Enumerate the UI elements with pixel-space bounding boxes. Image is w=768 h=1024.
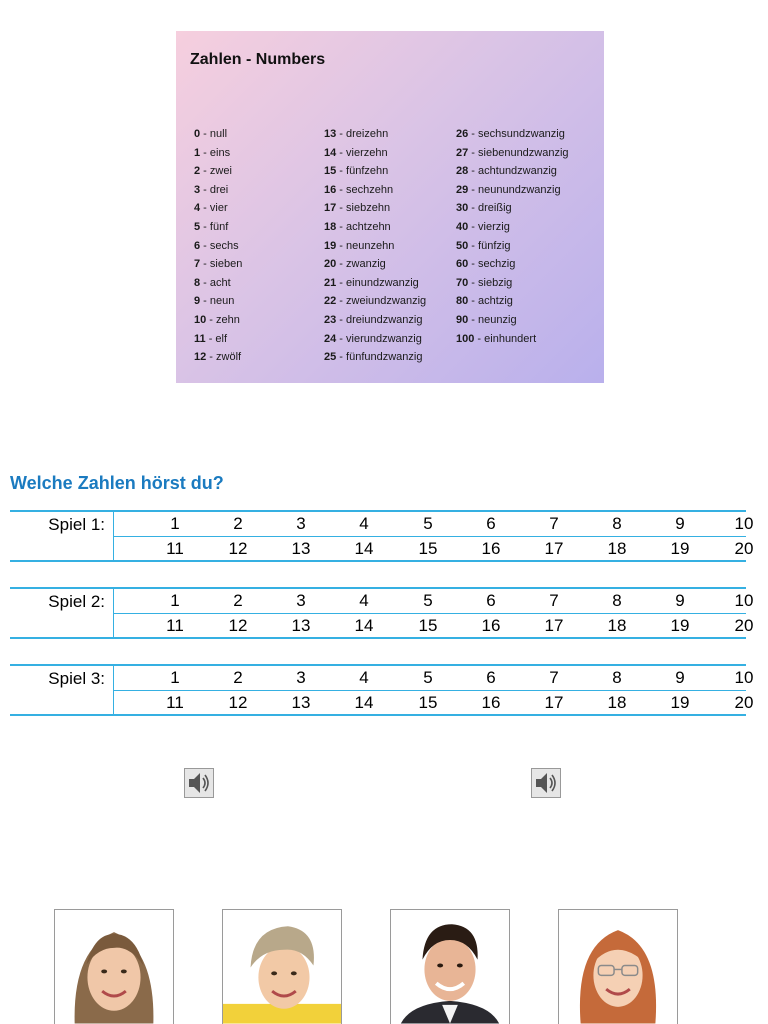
number-word: dreizehn bbox=[346, 128, 389, 140]
number-word: sechzig bbox=[478, 258, 516, 271]
number-word: neun bbox=[209, 295, 235, 308]
number-entry: 100 - einhundert bbox=[456, 332, 537, 345]
game-label: Spiel 2: bbox=[10, 589, 114, 637]
number-entry: 80 - achtzig bbox=[456, 295, 513, 308]
number-option[interactable]: 17 bbox=[544, 539, 564, 558]
number-digit: 25 bbox=[324, 351, 337, 364]
number-option[interactable]: 1 bbox=[170, 591, 180, 610]
number-entry: 23 - dreiundzwanzig bbox=[324, 313, 423, 326]
number-entry: 26 - sechsundzwanzig bbox=[456, 128, 565, 140]
number-option[interactable]: 5 bbox=[423, 514, 433, 533]
number-option[interactable]: 10 bbox=[734, 591, 754, 610]
number-option[interactable]: 6 bbox=[486, 668, 496, 687]
number-digit: 20 bbox=[324, 258, 337, 271]
number-option[interactable]: 3 bbox=[296, 514, 306, 533]
number-digit: 60 bbox=[456, 258, 469, 271]
number-entry: 60 - sechzig bbox=[456, 258, 516, 271]
number-word: dreiundzwanzig bbox=[346, 313, 423, 326]
number-digit: 14 bbox=[324, 146, 337, 159]
number-word: eins bbox=[209, 146, 231, 159]
row-divider bbox=[114, 536, 746, 537]
number-option[interactable]: 17 bbox=[544, 616, 564, 635]
number-option[interactable]: 14 bbox=[354, 539, 374, 558]
boy-portrait bbox=[222, 909, 342, 1024]
number-option[interactable]: 1 bbox=[170, 514, 180, 533]
number-digit: 19 bbox=[324, 239, 337, 252]
number-option[interactable]: 19 bbox=[670, 539, 690, 558]
number-digit: 2 bbox=[194, 165, 201, 178]
game-block bbox=[10, 664, 754, 716]
number-entry: 90 - neunzig bbox=[456, 313, 517, 326]
number-word: dreißig bbox=[478, 202, 512, 215]
number-option[interactable]: 12 bbox=[228, 616, 248, 635]
number-digit: 12 bbox=[194, 351, 207, 364]
number-option[interactable]: 14 bbox=[354, 693, 374, 712]
games-table bbox=[10, 510, 754, 741]
number-entry: 17 - siebzehn bbox=[324, 202, 391, 215]
number-option[interactable]: 16 bbox=[481, 616, 501, 635]
number-digit: 17 bbox=[324, 202, 337, 215]
number-entry: 16 - sechzehn bbox=[324, 183, 394, 196]
number-word: einhundert bbox=[484, 332, 537, 345]
number-entry: 14 - vierzehn bbox=[324, 146, 388, 159]
numbers-column-3 bbox=[456, 125, 569, 348]
number-word: zwanzig bbox=[346, 258, 386, 271]
number-entry: 15 - fünfzehn bbox=[324, 165, 389, 178]
numbers-card bbox=[176, 31, 604, 383]
number-entry: 2 - zwei bbox=[194, 165, 232, 178]
speaker-icon[interactable] bbox=[184, 768, 214, 798]
number-word: fünfzig bbox=[478, 239, 511, 252]
number-digit: 22 bbox=[324, 295, 337, 308]
number-entry: 10 - zehn bbox=[194, 313, 240, 326]
number-option[interactable]: 17 bbox=[544, 693, 564, 712]
number-option[interactable]: 11 bbox=[166, 693, 184, 712]
game-block bbox=[10, 510, 754, 562]
number-option[interactable]: 4 bbox=[359, 668, 369, 687]
number-digit: 7 bbox=[194, 258, 201, 271]
number-word: vierzehn bbox=[346, 146, 388, 159]
number-option[interactable]: 2 bbox=[233, 514, 243, 533]
number-word: einundzwanzig bbox=[346, 276, 419, 289]
number-word: sechs bbox=[209, 239, 239, 252]
number-option[interactable]: 19 bbox=[670, 693, 690, 712]
number-word: sechzehn bbox=[346, 183, 394, 196]
number-digit: 0 bbox=[194, 128, 201, 140]
number-word: elf bbox=[215, 332, 228, 345]
number-entry: 40 - vierzig bbox=[456, 220, 510, 233]
number-option[interactable]: 2 bbox=[233, 668, 243, 687]
numbers-column-1 bbox=[194, 125, 242, 367]
number-entry: 22 - zweiundzwanzig bbox=[324, 295, 427, 308]
number-digit: 24 bbox=[324, 332, 337, 345]
number-option[interactable]: 13 bbox=[291, 693, 311, 712]
number-digit: 18 bbox=[324, 220, 337, 233]
number-digit: 6 bbox=[194, 239, 201, 252]
number-entry: 28 - achtundzwanzig bbox=[456, 165, 557, 178]
number-option[interactable]: 20 bbox=[734, 616, 754, 635]
number-option[interactable]: 18 bbox=[607, 693, 627, 712]
number-option[interactable]: 6 bbox=[486, 591, 496, 610]
number-option[interactable]: 10 bbox=[734, 668, 754, 687]
number-word: acht bbox=[209, 276, 231, 289]
number-entry: 25 - fünfundzwanzig bbox=[324, 351, 423, 364]
number-option[interactable]: 13 bbox=[291, 616, 311, 635]
number-word: fünf bbox=[209, 220, 229, 233]
number-word: siebzig bbox=[478, 276, 513, 289]
number-option[interactable]: 18 bbox=[607, 539, 627, 558]
number-word: sieben bbox=[209, 258, 243, 271]
number-entry: 11 - elf bbox=[194, 332, 228, 345]
number-digit: 23 bbox=[324, 313, 337, 326]
number-option[interactable]: 9 bbox=[675, 514, 685, 533]
number-option[interactable]: 6 bbox=[486, 514, 496, 533]
number-digit: 8 bbox=[194, 276, 201, 289]
number-digit: 9 bbox=[194, 295, 201, 308]
number-digit: 80 bbox=[456, 295, 469, 308]
number-entry: 6 - sechs bbox=[194, 239, 239, 252]
number-word: siebzehn bbox=[346, 202, 391, 215]
number-option[interactable]: 2 bbox=[233, 591, 243, 610]
number-digit: 10 bbox=[194, 313, 207, 326]
number-digit: 28 bbox=[456, 165, 469, 178]
number-digit: 27 bbox=[456, 146, 469, 159]
number-option[interactable]: 15 bbox=[418, 539, 438, 558]
number-option[interactable]: 9 bbox=[675, 668, 685, 687]
number-digit: 30 bbox=[456, 202, 469, 215]
number-option[interactable]: 1 bbox=[170, 668, 180, 687]
number-entry: 9 - neun bbox=[194, 295, 235, 308]
number-entry: 18 - achtzehn bbox=[324, 220, 391, 233]
number-word: siebenundzwanzig bbox=[478, 146, 569, 159]
card-title: Zahlen - Numbers bbox=[190, 51, 326, 68]
number-word: vierundzwanzig bbox=[346, 332, 422, 345]
number-option[interactable]: 4 bbox=[359, 591, 369, 610]
number-option[interactable]: 13 bbox=[291, 539, 311, 558]
number-option[interactable]: 20 bbox=[734, 693, 754, 712]
girl-portrait bbox=[558, 909, 678, 1024]
numbers-column-2 bbox=[324, 125, 426, 367]
number-option[interactable]: 16 bbox=[481, 693, 501, 712]
number-entry: 13 - dreizehn bbox=[324, 128, 389, 140]
number-word: achtzig bbox=[478, 295, 513, 308]
number-option[interactable]: 5 bbox=[423, 591, 433, 610]
number-digit: 26 bbox=[456, 128, 469, 140]
number-option[interactable]: 8 bbox=[612, 668, 622, 687]
number-word: fünfundzwanzig bbox=[346, 351, 423, 364]
number-word: fünfzehn bbox=[346, 165, 389, 178]
number-digit: 50 bbox=[456, 239, 469, 252]
number-entry: 20 - zwanzig bbox=[324, 258, 386, 271]
number-option[interactable]: 8 bbox=[612, 514, 622, 533]
number-word: drei bbox=[209, 183, 229, 196]
number-entry: 19 - neunzehn bbox=[324, 239, 395, 252]
number-word: vier bbox=[209, 202, 228, 215]
number-digit: 90 bbox=[456, 313, 469, 326]
number-digit: 100 bbox=[456, 332, 475, 345]
number-entry: 5 - fünf bbox=[194, 220, 229, 233]
number-option[interactable]: 11 bbox=[166, 616, 184, 635]
number-digit: 21 bbox=[324, 276, 337, 289]
number-digit: 16 bbox=[324, 183, 337, 196]
number-digit: 29 bbox=[456, 183, 469, 196]
number-option[interactable]: 16 bbox=[481, 539, 501, 558]
number-digit: 15 bbox=[324, 165, 337, 178]
number-entry: 30 - dreißig bbox=[456, 202, 512, 215]
number-entry: 24 - vierundzwanzig bbox=[324, 332, 422, 345]
number-digit: 4 bbox=[194, 202, 201, 215]
number-option[interactable]: 7 bbox=[549, 591, 559, 610]
number-digit: 11 bbox=[194, 332, 206, 345]
number-option[interactable]: 3 bbox=[296, 591, 306, 610]
number-option[interactable]: 7 bbox=[549, 668, 559, 687]
number-word: sechsundzwanzig bbox=[478, 128, 565, 140]
number-option[interactable]: 15 bbox=[418, 693, 438, 712]
number-entry: 29 - neunundzwanzig bbox=[456, 183, 561, 196]
number-word: null bbox=[209, 128, 228, 140]
number-option[interactable]: 15 bbox=[418, 616, 438, 635]
number-entry: 12 - zwölf bbox=[194, 351, 242, 364]
row-divider bbox=[114, 690, 746, 691]
number-entry: 21 - einundzwanzig bbox=[324, 276, 419, 289]
number-word: neunzig bbox=[478, 313, 517, 326]
number-word: achtundzwanzig bbox=[478, 165, 557, 178]
number-entry: 0 - null bbox=[194, 128, 228, 140]
number-entry: 1 - eins bbox=[194, 146, 231, 159]
number-entry: 7 - sieben bbox=[194, 258, 243, 271]
number-digit: 5 bbox=[194, 220, 201, 233]
number-word: vierzig bbox=[478, 220, 510, 233]
number-entry: 4 - vier bbox=[194, 202, 228, 215]
number-entry: 70 - siebzig bbox=[456, 276, 513, 289]
number-word: zwölf bbox=[216, 351, 242, 364]
row-divider bbox=[114, 613, 746, 614]
number-digit: 70 bbox=[456, 276, 469, 289]
number-digit: 3 bbox=[194, 183, 201, 196]
number-entry: 27 - siebenundzwanzig bbox=[456, 146, 569, 159]
number-option[interactable]: 9 bbox=[675, 591, 685, 610]
exercise-title: Welche Zahlen hörst du? bbox=[10, 473, 224, 493]
number-word: neunzehn bbox=[346, 239, 395, 252]
number-option[interactable]: 12 bbox=[228, 539, 248, 558]
number-word: achtzehn bbox=[346, 220, 391, 233]
number-word: zwei bbox=[209, 165, 232, 178]
number-option[interactable]: 11 bbox=[166, 539, 184, 558]
game-label: Spiel 1: bbox=[10, 512, 114, 560]
speaker-icon[interactable] bbox=[531, 768, 561, 798]
number-digit: 13 bbox=[324, 128, 337, 140]
number-option[interactable]: 3 bbox=[296, 668, 306, 687]
number-digit: 1 bbox=[194, 146, 201, 159]
number-option[interactable]: 4 bbox=[359, 514, 369, 533]
number-option[interactable]: 19 bbox=[670, 616, 690, 635]
woman-older-portrait bbox=[54, 909, 174, 1024]
number-option[interactable]: 18 bbox=[607, 616, 627, 635]
number-word: zehn bbox=[216, 313, 240, 326]
number-option[interactable]: 10 bbox=[734, 514, 754, 533]
number-entry: 3 - drei bbox=[194, 183, 229, 196]
man-portrait bbox=[390, 909, 510, 1024]
game-block bbox=[10, 587, 754, 639]
number-entry: 8 - acht bbox=[194, 276, 231, 289]
number-entry: 50 - fünfzig bbox=[456, 239, 511, 252]
number-option[interactable]: 20 bbox=[734, 539, 754, 558]
number-option[interactable]: 14 bbox=[354, 616, 374, 635]
number-option[interactable]: 5 bbox=[423, 668, 433, 687]
number-option[interactable]: 8 bbox=[612, 591, 622, 610]
number-digit: 40 bbox=[456, 220, 469, 233]
game-label: Spiel 3: bbox=[10, 666, 114, 714]
number-word: neunundzwanzig bbox=[478, 183, 561, 196]
number-option[interactable]: 7 bbox=[549, 514, 559, 533]
number-option[interactable]: 12 bbox=[228, 693, 248, 712]
number-word: zweiundzwanzig bbox=[346, 295, 427, 308]
